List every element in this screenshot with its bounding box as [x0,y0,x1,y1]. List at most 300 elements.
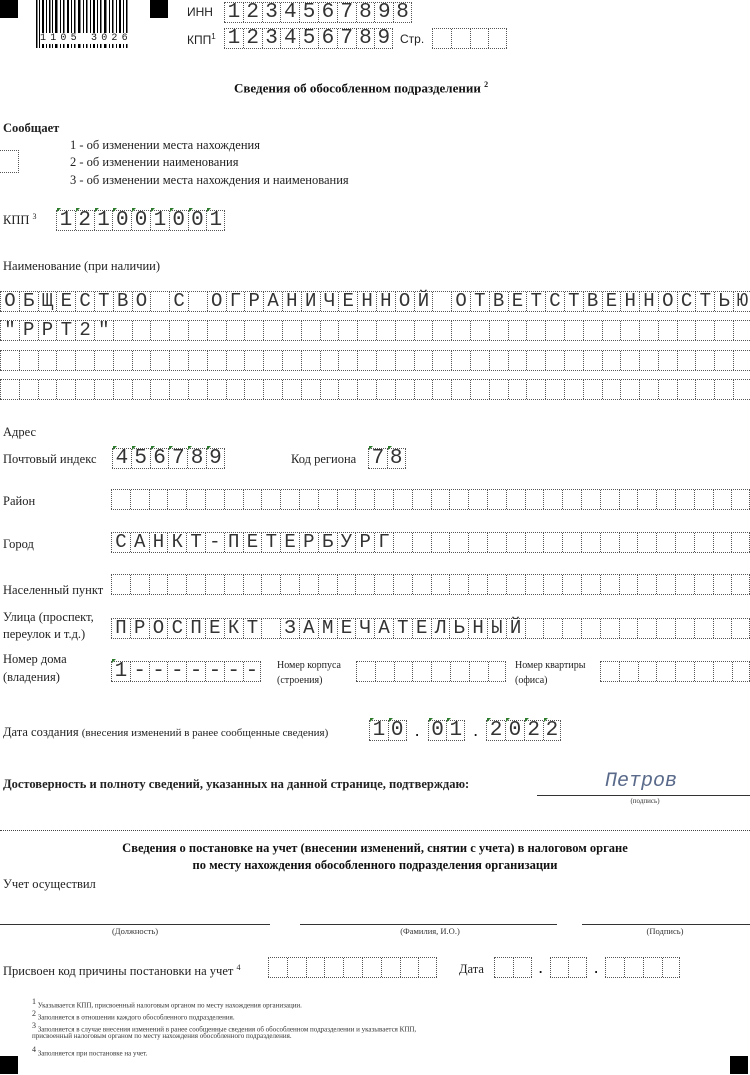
day-digit[interactable]: 0 [388,721,407,740]
char-cell[interactable] [111,575,130,594]
branch-kpp-digit[interactable]: 1 [150,211,169,230]
char-cell[interactable] [150,380,169,399]
char-cell[interactable] [280,490,299,509]
char-cell[interactable]: Е [412,619,431,638]
char-cell[interactable] [113,351,132,370]
char-cell[interactable] [675,619,694,638]
char-cell[interactable]: Г [226,292,245,311]
char-cell[interactable] [543,575,562,594]
page-digit[interactable] [451,29,470,48]
char-cell[interactable] [149,575,168,594]
char-cell[interactable] [355,490,374,509]
char-cell[interactable]: - [149,662,168,681]
char-cell[interactable]: Й [506,619,525,638]
char-cell[interactable]: Р [130,619,149,638]
char-cell[interactable] [188,351,207,370]
inn-digit[interactable]: 2 [243,3,262,22]
char-cell[interactable] [376,380,395,399]
inn-digit[interactable]: 4 [280,3,299,22]
char-cell[interactable] [543,490,562,509]
char-cell[interactable] [656,490,675,509]
char-cell[interactable] [675,662,694,681]
char-cell[interactable] [581,619,600,638]
char-cell[interactable] [263,321,282,340]
char-cell[interactable] [639,351,658,370]
char-cell[interactable] [714,321,733,340]
region-digit[interactable]: 7 [368,449,387,468]
char-cell[interactable] [113,380,132,399]
char-cell[interactable]: 2 [75,321,94,340]
char-cell[interactable] [263,351,282,370]
char-cell[interactable] [414,351,433,370]
char-cell[interactable] [243,575,262,594]
char-cell[interactable] [639,380,658,399]
registration-date-field[interactable] [494,957,680,978]
char-cell[interactable]: Е [56,292,75,311]
char-cell[interactable] [412,490,431,509]
char-cell[interactable] [449,533,468,552]
char-cell[interactable]: А [130,533,149,552]
char-cell[interactable] [731,619,750,638]
char-cell[interactable] [306,958,325,977]
char-cell[interactable] [583,380,602,399]
char-cell[interactable] [451,380,470,399]
char-cell[interactable]: Б [19,292,38,311]
char-cell[interactable] [526,380,545,399]
char-cell[interactable] [583,351,602,370]
kpp-assigned-field[interactable] [268,957,437,978]
char-cell[interactable] [656,662,675,681]
kpp-field[interactable] [224,28,393,49]
char-cell[interactable] [376,351,395,370]
char-cell[interactable] [731,575,750,594]
char-cell[interactable]: Т [261,533,280,552]
char-cell[interactable] [733,321,750,340]
char-cell[interactable] [658,321,677,340]
char-cell[interactable] [525,619,544,638]
char-cell[interactable]: Н [149,533,168,552]
char-cell[interactable] [662,958,681,977]
char-cell[interactable] [375,662,394,681]
char-cell[interactable] [489,380,508,399]
postal-digit[interactable]: 4 [112,449,131,468]
month-digit[interactable]: 0 [428,721,447,740]
branch-kpp-digit[interactable]: 0 [131,211,150,230]
inn-field[interactable] [224,2,412,23]
char-cell[interactable]: О [132,292,151,311]
char-cell[interactable] [355,575,374,594]
char-cell[interactable] [431,575,450,594]
inn-digit[interactable]: 3 [262,3,281,22]
char-cell[interactable] [694,619,713,638]
char-cell[interactable] [564,351,583,370]
char-cell[interactable] [620,321,639,340]
char-cell[interactable] [731,490,750,509]
char-cell[interactable] [487,490,506,509]
char-cell[interactable]: Н [468,619,487,638]
char-cell[interactable] [451,321,470,340]
char-cell[interactable] [324,958,343,977]
char-cell[interactable] [526,321,545,340]
char-cell[interactable]: - [205,662,224,681]
char-cell[interactable] [564,321,583,340]
char-cell[interactable] [374,490,393,509]
char-cell[interactable]: С [75,292,94,311]
char-cell[interactable] [714,351,733,370]
char-cell[interactable] [226,380,245,399]
kpp-digit[interactable]: 6 [318,29,337,48]
kpp-digit[interactable]: 3 [262,29,281,48]
char-cell[interactable] [395,351,414,370]
char-cell[interactable] [418,958,437,977]
char-cell[interactable] [318,575,337,594]
char-cell[interactable] [677,351,696,370]
page-number-field[interactable] [432,28,507,49]
char-cell[interactable] [675,490,694,509]
char-cell[interactable] [188,292,207,311]
char-cell[interactable] [656,575,675,594]
char-cell[interactable] [513,958,532,977]
char-cell[interactable] [489,351,508,370]
char-cell[interactable] [207,321,226,340]
char-cell[interactable] [432,292,451,311]
char-cell[interactable]: Е [280,533,299,552]
char-cell[interactable]: В [583,292,602,311]
region-code-field[interactable] [368,448,406,469]
char-cell[interactable]: - [167,662,186,681]
char-cell[interactable] [299,490,318,509]
char-cell[interactable]: П [111,619,130,638]
creation-day-field[interactable] [369,720,407,741]
name-row-1[interactable] [0,291,750,312]
inn-digit[interactable]: 9 [374,3,393,22]
char-cell[interactable] [395,380,414,399]
char-cell[interactable] [56,380,75,399]
char-cell[interactable] [619,533,638,552]
kpp-digit[interactable]: 9 [374,29,393,48]
char-cell[interactable] [643,958,662,977]
char-cell[interactable]: В [113,292,132,311]
char-cell[interactable]: С [111,533,130,552]
year-digit[interactable]: 0 [505,721,524,740]
char-cell[interactable] [694,662,713,681]
char-cell[interactable] [602,351,621,370]
char-cell[interactable] [149,490,168,509]
region-digit[interactable]: 8 [387,449,406,468]
char-cell[interactable] [301,351,320,370]
char-cell[interactable]: А [374,619,393,638]
char-cell[interactable] [637,619,656,638]
char-cell[interactable] [207,351,226,370]
char-cell[interactable] [600,575,619,594]
char-cell[interactable] [562,575,581,594]
char-cell[interactable] [320,321,339,340]
char-cell[interactable]: Щ [38,292,57,311]
branch-kpp-digit[interactable]: 2 [75,211,94,230]
char-cell[interactable] [602,321,621,340]
char-cell[interactable]: М [318,619,337,638]
char-cell[interactable]: Ч [320,292,339,311]
char-cell[interactable] [395,321,414,340]
char-cell[interactable]: Ь [449,619,468,638]
char-cell[interactable]: - [243,662,262,681]
char-cell[interactable] [381,958,400,977]
char-cell[interactable] [261,619,280,638]
name-row-4[interactable] [0,379,750,400]
char-cell[interactable] [489,321,508,340]
char-cell[interactable] [694,490,713,509]
char-cell[interactable]: В [489,292,508,311]
char-cell[interactable] [38,380,57,399]
char-cell[interactable] [150,321,169,340]
char-cell[interactable] [301,380,320,399]
page-digit[interactable] [432,29,451,48]
char-cell[interactable] [506,490,525,509]
registration-month-field[interactable] [550,957,588,978]
char-cell[interactable] [695,321,714,340]
char-cell[interactable]: А [299,619,318,638]
char-cell[interactable] [412,533,431,552]
char-cell[interactable] [508,321,527,340]
postal-digit[interactable]: 5 [131,449,150,468]
char-cell[interactable]: Т [94,292,113,311]
char-cell[interactable] [525,575,544,594]
char-cell[interactable] [94,380,113,399]
char-cell[interactable] [0,380,19,399]
year-digit[interactable]: 2 [486,721,505,740]
char-cell[interactable] [470,321,489,340]
char-cell[interactable] [732,662,750,681]
char-cell[interactable] [38,351,57,370]
char-cell[interactable] [488,662,507,681]
char-cell[interactable] [600,662,619,681]
char-cell[interactable] [677,321,696,340]
char-cell[interactable]: Т [564,292,583,311]
char-cell[interactable] [287,958,306,977]
char-cell[interactable]: Р [38,321,57,340]
street-field[interactable] [111,618,750,639]
char-cell[interactable] [244,380,263,399]
char-cell[interactable] [713,533,732,552]
char-cell[interactable]: У [337,533,356,552]
char-cell[interactable]: Ы [487,619,506,638]
char-cell[interactable] [205,575,224,594]
inn-digit[interactable]: 8 [356,3,375,22]
char-cell[interactable] [713,662,732,681]
char-cell[interactable]: Р [355,533,374,552]
char-cell[interactable] [169,321,188,340]
char-cell[interactable] [658,351,677,370]
char-cell[interactable] [56,351,75,370]
char-cell[interactable]: Ю [733,292,750,311]
char-cell[interactable]: П [186,619,205,638]
char-cell[interactable] [494,958,513,977]
postal-digit[interactable]: 9 [206,449,225,468]
char-cell[interactable]: Р [244,292,263,311]
char-cell[interactable]: Й [414,292,433,311]
char-cell[interactable] [320,351,339,370]
char-cell[interactable] [619,575,638,594]
char-cell[interactable] [600,490,619,509]
char-cell[interactable] [694,575,713,594]
month-digit[interactable]: 1 [446,721,465,740]
char-cell[interactable]: К [167,533,186,552]
char-cell[interactable]: Е [508,292,527,311]
char-cell[interactable] [132,351,151,370]
char-cell[interactable]: Ь [714,292,733,311]
year-digit[interactable]: 2 [524,721,543,740]
char-cell[interactable] [374,575,393,594]
char-cell[interactable] [639,321,658,340]
char-cell[interactable] [111,490,130,509]
char-cell[interactable] [656,533,675,552]
char-cell[interactable] [431,662,450,681]
char-cell[interactable]: Т [243,619,262,638]
char-cell[interactable] [675,575,694,594]
char-cell[interactable] [280,575,299,594]
char-cell[interactable] [658,380,677,399]
char-cell[interactable] [695,380,714,399]
char-cell[interactable]: О [207,292,226,311]
char-cell[interactable] [412,575,431,594]
creation-year-field[interactable] [486,720,561,741]
char-cell[interactable] [19,380,38,399]
char-cell[interactable]: Н [620,292,639,311]
char-cell[interactable]: О [658,292,677,311]
char-cell[interactable]: Т [393,619,412,638]
char-cell[interactable] [543,533,562,552]
char-cell[interactable] [130,575,149,594]
char-cell[interactable] [393,533,412,552]
char-cell[interactable] [282,321,301,340]
name-row-3[interactable] [0,350,750,371]
char-cell[interactable] [581,533,600,552]
char-cell[interactable] [412,662,431,681]
char-cell[interactable] [677,380,696,399]
inn-digit[interactable]: 5 [299,3,318,22]
char-cell[interactable] [487,575,506,594]
char-cell[interactable] [581,575,600,594]
char-cell[interactable]: С [169,292,188,311]
char-cell[interactable] [637,575,656,594]
char-cell[interactable] [113,321,132,340]
creation-date-field[interactable] [369,720,561,741]
char-cell[interactable] [224,575,243,594]
char-cell[interactable] [188,321,207,340]
char-cell[interactable] [343,958,362,977]
char-cell[interactable] [619,662,638,681]
apartment-field[interactable] [600,661,750,682]
branch-kpp-digit[interactable]: 0 [112,211,131,230]
char-cell[interactable]: О [0,292,19,311]
char-cell[interactable] [132,380,151,399]
char-cell[interactable]: С [545,292,564,311]
char-cell[interactable] [525,533,544,552]
char-cell[interactable]: Е [337,619,356,638]
char-cell[interactable]: 1 [111,662,130,681]
kpp-digit[interactable]: 7 [337,29,356,48]
house-field[interactable] [111,661,261,682]
char-cell[interactable] [602,380,621,399]
char-cell[interactable] [600,533,619,552]
reports-code-field[interactable] [0,150,19,173]
char-cell[interactable]: Е [602,292,621,311]
kpp-digit[interactable]: 4 [280,29,299,48]
char-cell[interactable] [186,575,205,594]
char-cell[interactable] [543,619,562,638]
char-cell[interactable]: О [149,619,168,638]
char-cell[interactable] [694,533,713,552]
char-cell[interactable] [414,321,433,340]
char-cell[interactable] [224,490,243,509]
char-cell[interactable]: Н [357,292,376,311]
char-cell[interactable] [675,533,694,552]
char-cell[interactable]: И [301,292,320,311]
char-cell[interactable]: С [677,292,696,311]
char-cell[interactable] [338,321,357,340]
char-cell[interactable]: А [263,292,282,311]
char-cell[interactable]: Р [299,533,318,552]
char-cell[interactable] [75,380,94,399]
char-cell[interactable] [468,533,487,552]
char-cell[interactable] [150,292,169,311]
kpp-digit[interactable]: 1 [224,29,243,48]
char-cell[interactable] [207,380,226,399]
char-cell[interactable] [243,490,262,509]
char-cell[interactable] [414,380,433,399]
char-cell[interactable] [450,662,469,681]
branch-kpp-digit[interactable]: 1 [56,211,75,230]
char-cell[interactable] [468,490,487,509]
char-cell[interactable] [525,490,544,509]
char-cell[interactable]: Н [639,292,658,311]
char-cell[interactable] [562,490,581,509]
char-cell[interactable] [487,533,506,552]
registration-day-field[interactable] [494,957,532,978]
char-cell[interactable] [432,321,451,340]
char-cell[interactable] [545,380,564,399]
char-cell[interactable]: Е [205,619,224,638]
char-cell[interactable] [188,380,207,399]
char-cell[interactable] [244,351,263,370]
char-cell[interactable] [318,490,337,509]
char-cell[interactable] [356,662,375,681]
char-cell[interactable]: Т [186,533,205,552]
char-cell[interactable] [150,351,169,370]
char-cell[interactable]: С [167,619,186,638]
char-cell[interactable] [357,351,376,370]
char-cell[interactable] [261,575,280,594]
char-cell[interactable] [299,575,318,594]
char-cell[interactable] [526,351,545,370]
char-cell[interactable] [282,351,301,370]
char-cell[interactable] [94,351,113,370]
char-cell[interactable] [620,380,639,399]
char-cell[interactable]: Е [243,533,262,552]
char-cell[interactable] [581,490,600,509]
char-cell[interactable] [263,380,282,399]
char-cell[interactable] [186,490,205,509]
char-cell[interactable]: Ч [355,619,374,638]
char-cell[interactable] [393,490,412,509]
char-cell[interactable]: - [186,662,205,681]
char-cell[interactable] [268,958,287,977]
char-cell[interactable] [431,533,450,552]
char-cell[interactable]: Н [282,292,301,311]
char-cell[interactable] [624,958,643,977]
char-cell[interactable]: Т [526,292,545,311]
char-cell[interactable] [470,380,489,399]
